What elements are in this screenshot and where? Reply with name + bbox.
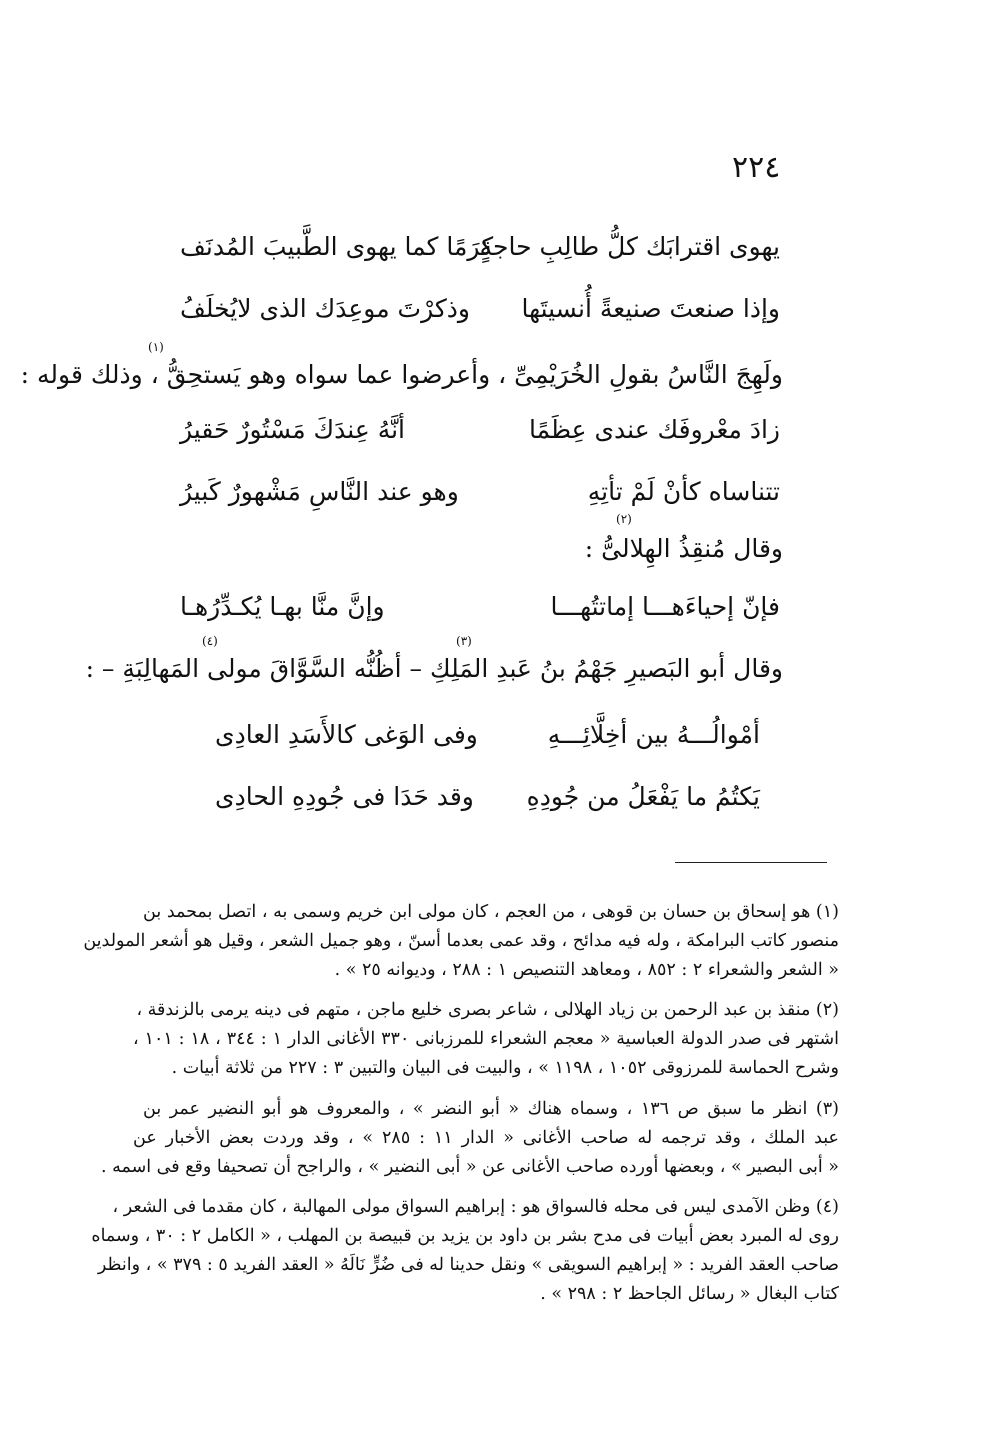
- footnote-line: « أبى البصير » ، وبعضها أورده صاحب الأغانى عن « أبى النضير » ، والراجح أن تصحيفا وقع فى اسمه .: [100, 1157, 839, 1177]
- footnote-line: صاحب العقد الفريد : « إبراهيم السويقى » ونقل حدينا له فى ضُرٍّ نَالَهُ « العقد الفريد ٥ : ٣٧٩ » ، وانظر: [97, 1255, 839, 1275]
- prose-line: وقال مُنقِذُ الهِلالىُّ :: [584, 534, 783, 563]
- footnote-line: (٢) منقذ بن عبد الرحمن بن زياد الهلالى ، شاعر بصرى خليع ماجن ، متهم فى دينه يرمى بالزندقة ،: [136, 1000, 839, 1020]
- prose-line: ولَهِجَ النَّاسُ بقولِ الخُرَيْمِىِّ ، وأعرضوا عما سواه وهو يَستحِقُّ ، وذلك قوله :: [20, 360, 783, 389]
- verse-line: [180, 467, 780, 517]
- footnote-line: منصور كاتب البرامكة ، وله فيه مدائح ، وقد عمى بعدما أسنّ ، وهو جميل الشعر ، وقيل هو أشعر المولدين: [83, 931, 839, 951]
- verse-left-hemistich: أنَّهُ عِندَكَ مَسْتُورٌ حَقيرُ: [180, 415, 405, 444]
- footnote-line: (٣) انظر ما سبق ص ١٣٦ ، وسماه هناك « أبو النضر » ، والمعروف هو أبو النضير عمر بن: [143, 1099, 839, 1119]
- footnote-line: (١) هو إسحاق بن حسان بن قوهى ، من العجم ، كان مولى ابن خريم وسمى به ، اتصل بمحمد بن: [143, 902, 839, 922]
- verse-right-hemistich: تتناساه كأنْ لَمْ تأتِهِ: [587, 477, 780, 506]
- verse-left-hemistich: وإنَّ منَّا بهـا يُكـدِّرُهـا: [180, 592, 385, 621]
- footnote-line: كتاب البغال « رسائل الجاحظ ٢ : ٢٩٨ » .: [540, 1284, 839, 1304]
- verse-right-hemistich: فإنّ إحياءَهـــا إماتتُهـــا: [550, 592, 780, 621]
- verse-line: [180, 582, 780, 632]
- footnote-marker: (٣): [456, 634, 472, 648]
- verse-left-hemistich: وهو عند النَّاسِ مَشْهورٌ كَبيرُ: [180, 477, 459, 506]
- footnote-line: عبد الملك ، وقد ترجمه له صاحب الأغانى « الدار ١١ : ٢٨٥ » ، وقد وردت بعض الأخبار عن: [133, 1128, 839, 1148]
- footnote-line: (٤) وظن الآمدى ليس فى محله فالسواق هو : إبراهيم السواق مولى المهالبة ، كان مقدما فى الشعر ،: [112, 1197, 839, 1217]
- footnote-line: اشتهر فى صدر الدولة العباسية « معجم الشعراء للمرزبانى ٣٣٠ الأغانى الدار ١ : ٣٤٤ ، ١٨ : ١٠١ ،: [133, 1029, 839, 1049]
- verse-line: [180, 405, 780, 455]
- footnote-line: « الشعر والشعراء ٢ : ٨٥٢ ، ومعاهد التنصيص ١ : ٢٨٨ ، وديوانه ٢٥ » .: [334, 960, 839, 980]
- verse-right-hemistich: أمْوالُـــهُ بين أخِلَّائِـــهِ: [547, 720, 760, 749]
- footnote-line: وشرح الحماسة للمرزوقى ١٠٥٢ ، ١١٩٨ » ، والبيت فى البيان والتبين ٣ : ٢٢٧ من ثلاثة أبيات .: [171, 1058, 839, 1078]
- verse-left-hemistich: وذكرْتَ موعِدَك الذى لايُخلَفُ: [180, 294, 470, 323]
- footnote-marker: (٤): [202, 634, 218, 648]
- footnote-marker: (٢): [616, 512, 632, 526]
- verse-right-hemistich: زادَ معْروفَك عندى عِظَمًا: [529, 415, 780, 444]
- verse-line: [180, 284, 780, 334]
- verse-left-hemistich: وقد حَدَا فى جُودِهِ الحادِى: [215, 782, 474, 811]
- verse-line: [215, 772, 760, 822]
- verse-right-hemistich: وإذا صنعتَ صنيعةً أُنسيتَها: [521, 294, 780, 323]
- page-number: ٢٢٤: [732, 150, 781, 185]
- verse-right-hemistich: يهوى اقترابَك كلُّ طالِبِ حاجةٍ: [479, 232, 780, 261]
- verse-line: [215, 710, 760, 760]
- footnote-separator: [675, 862, 827, 863]
- verse-right-hemistich: يَكتُمُ ما يَفْعَلُ من جُودِهِ: [526, 782, 760, 811]
- footnote-line: روى له المبرد بعض أبيات فى مدح بشر بن داود بن يزيد بن قبيصة بن المهلب ، « الكامل ٢ : ٣٠ ، وسماه: [91, 1226, 839, 1246]
- prose-line: وقال أبو البَصيرِ جَهْمُ بنُ عَبدِ المَلِكِ – أظُنُّه السَّوَّاقَ مولى المَهالِبَةِ – :: [85, 654, 783, 683]
- verse-left-hemistich: كرَمًا كما يهوى الطَّبيبَ المُدنَف: [180, 232, 494, 261]
- footnote-marker: (١): [148, 340, 164, 354]
- verse-left-hemistich: وفى الوَغى كالأَسَدِ العادِى: [215, 720, 478, 749]
- verse-line: [180, 222, 780, 272]
